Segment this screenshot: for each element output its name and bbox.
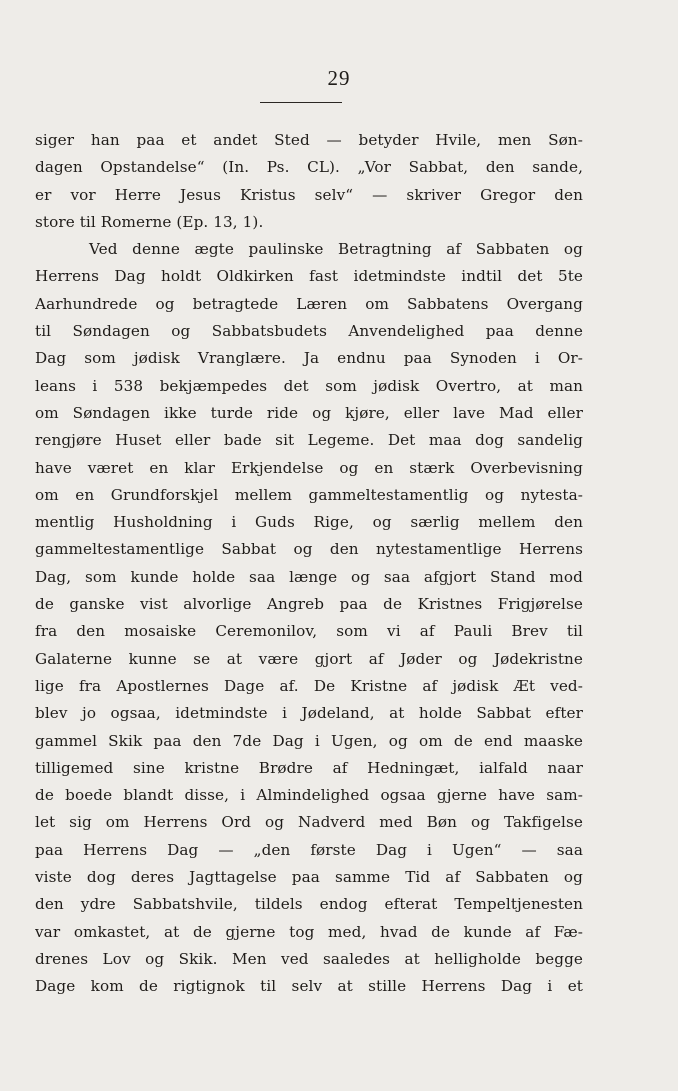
- text-line: Dag som jødisk Vranglære. Ja endnu paa Synoden i Or-: [35, 349, 583, 368]
- text-line: om Søndagen ikke turde ride og kjøre, eller lave Mad eller: [35, 403, 583, 422]
- text-line: lige fra Apostlernes Dage af. De Kristne af jødisk Æt ved-: [35, 676, 583, 695]
- body-text: [35, 127, 583, 1001]
- text-line: store til Romerne (Ep. 13, 1).: [35, 212, 264, 231]
- text-line: tilligemed sine kristne Brødre af Hedningæt, ialfald naar: [35, 758, 583, 777]
- text-line: leans i 538 bekjæmpedes det som jødisk Overtro, at man: [35, 376, 583, 395]
- text-line: viste dog deres Jagttagelse paa samme Tid af Sabbaten og: [35, 868, 583, 887]
- header-rule: [260, 102, 342, 103]
- text-line: til Søndagen og Sabbatsbudets Anvendelighed paa denne: [35, 322, 583, 341]
- text-line: drenes Lov og Skik. Men ved saaledes at helligholde begge: [35, 949, 583, 968]
- text-line: Galaterne kunne se at være gjort af Jøder og Jødekristne: [35, 649, 583, 668]
- text-line: de boede blandt disse, i Almindelighed ogsaa gjerne have sam-: [35, 786, 583, 805]
- text-line: dagen Opstandelse“ (In. Ps. CL). „Vor Sabbat, den sande,: [35, 158, 583, 177]
- text-line: Herrens Dag holdt Oldkirken fast idetmindste indtil det 5te: [35, 267, 583, 286]
- text-line: paa Herrens Dag — „den første Dag i Ugen“ — saa: [35, 840, 583, 859]
- text-line: have været en klar Erkjendelse og en stærk Overbevisning: [35, 458, 583, 477]
- text-line: var omkastet, at de gjerne tog med, hvad de kunde af Fæ-: [35, 922, 583, 941]
- text-line: Aarhundrede og betragtede Læren om Sabbatens Overgang: [35, 294, 583, 313]
- text-line: siger han paa et andet Sted — betyder Hvile, men Søn-: [35, 131, 583, 149]
- text-line: den ydre Sabbatshvile, tildels endog efterat Tempeltjenesten: [35, 895, 583, 914]
- text-line: let sig om Herrens Ord og Nadverd med Bøn og Takfigelse: [35, 813, 583, 832]
- text-line: Dage kom de rigtignok til selv at stille Herrens Dag i et: [35, 977, 583, 996]
- text-line: fra den mosaiske Ceremonilov, som vi af Pauli Brev til: [35, 622, 583, 641]
- text-line: er vor Herre Jesus Kristus selv“ — skriver Gregor den: [35, 185, 583, 204]
- page-number: 29: [327, 66, 351, 90]
- text-line: blev jo ogsaa, idetmindste i Jødeland, at holde Sabbat efter: [35, 704, 583, 723]
- text-line: Ved denne ægte paulinske Betragtning af Sabbaten og: [89, 240, 583, 259]
- text-line: gammel Skik paa den 7de Dag i Ugen, og om de end maaske: [35, 731, 583, 750]
- text-line: mentlig Husholdning i Guds Rige, og særlig mellem den: [35, 513, 583, 532]
- text-line: Dag, som kunde holde saa længe og saa afgjort Stand mod: [35, 567, 583, 586]
- text-line: om en Grundforskjel mellem gammeltestamentlig og nytesta-: [35, 485, 583, 504]
- text-line: rengjøre Huset eller bade sit Legeme. Det maa dog sandelig: [35, 431, 583, 450]
- text-line: gammeltestamentlige Sabbat og den nytestamentlige Herrens: [35, 540, 583, 559]
- text-line: de ganske vist alvorlige Angreb paa de Kristnes Frigjørelse: [35, 595, 583, 614]
